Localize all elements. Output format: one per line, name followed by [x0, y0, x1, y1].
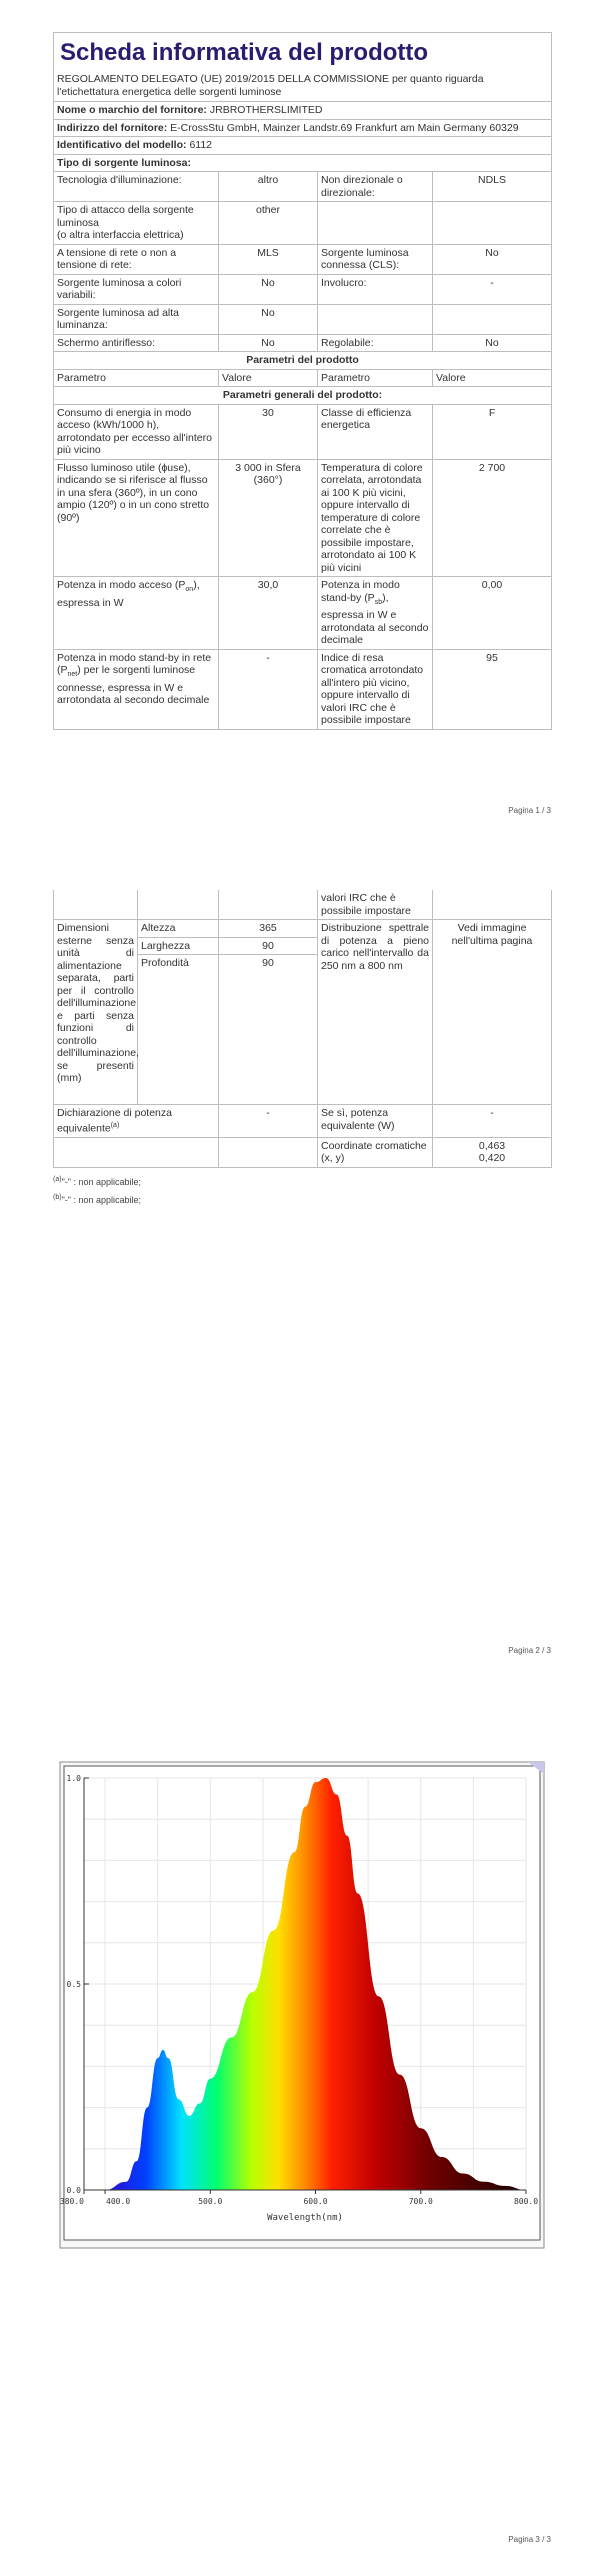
- page-title: Scheda informativa del prodotto: [60, 39, 429, 66]
- row-param-left-5: Schermo antiriflesso:: [54, 334, 219, 352]
- row-param-right-3: Involucro:: [318, 274, 433, 304]
- row-param-right-2: Sorgente luminosa connessa (CLS):: [318, 244, 433, 274]
- page-footer: Pagina 1 / 3: [508, 806, 551, 815]
- spectral-chart-svg: [58, 1760, 546, 2250]
- chromaticity-x: 0,463: [478, 1139, 506, 1152]
- col-header-param: Parametro: [318, 369, 433, 387]
- page-footer: Pagina 3 / 3: [508, 2535, 551, 2544]
- row-value-left-4: No: [219, 304, 318, 334]
- general-param-left-2: Potenza in modo acceso $(P_{on})$, espressa in W: [54, 577, 219, 650]
- row-param-left-4: Sorgente luminosa ad alta luminanza:: [54, 304, 219, 334]
- x-axis-label: Wavelength(nm): [267, 2213, 343, 2223]
- page-1: [0, 0, 604, 820]
- x-tick-label: 380.0: [59, 2197, 84, 2206]
- row-value-right-0: NDLS: [433, 172, 552, 202]
- y-tick-label: 1.0: [66, 1774, 81, 1783]
- general-value-right-3: 95: [433, 649, 552, 729]
- dim-height-value: 365: [219, 920, 318, 938]
- equivalent-power-value: -: [433, 1105, 552, 1138]
- model-value: 6112: [189, 139, 213, 151]
- row-value-right-1: [433, 202, 552, 245]
- page-footer: Pagina 2 / 3: [508, 1646, 551, 1655]
- x-tick-label: 600.0: [303, 2197, 328, 2206]
- row-value-left-1: other: [219, 202, 318, 245]
- row-param-right-5: Regolabile:: [318, 334, 433, 352]
- spd-value: Vedi immagine nell'ultima pagina: [433, 920, 552, 1105]
- general-param-right-2: Potenza in modo stand-by $(P_{sb})$, espressa in W e arrotondata al secondo decimale: [318, 577, 433, 650]
- irc-label-tail: valori IRC che è possibile impostare: [318, 890, 433, 920]
- supplier-label: Nome o marchio del fornitore:: [57, 104, 207, 116]
- x-tick-label: 700.0: [408, 2197, 433, 2206]
- equivalent-power-label: Se sì, potenza equivalente (W): [318, 1105, 433, 1138]
- y-tick-label: 0.0: [66, 2186, 81, 2195]
- address-label: Indirizzo del fornitore:: [57, 121, 168, 134]
- x-tick-label: 800.0: [513, 2197, 539, 2206]
- general-param-right-0: Classe di efficienza energetica: [318, 404, 433, 459]
- y-tick-label: 0.5: [66, 1980, 81, 1989]
- chromaticity-label: Coordinate cromatiche (x, y): [318, 1137, 433, 1167]
- x-tick-label: 400.0: [106, 2197, 131, 2206]
- general-param-right-1: Temperatura di colore correlata, arrotondata ai 100 K più vicini, oppure intervallo di temperature di colore correlate che è possibile impostare, arrotondato ai 100 K più vicini: [318, 459, 433, 577]
- model-label: Identificativo del modello:: [57, 139, 187, 151]
- row-value-left-0: altro: [219, 172, 318, 202]
- dim-depth-label: Profondità: [138, 955, 219, 1105]
- general-value-left-3: -: [219, 649, 318, 729]
- general-header: Parametri generali del prodotto:: [54, 387, 552, 405]
- x-tick-label: 500.0: [198, 2197, 223, 2206]
- row-param-left-1: Tipo di attacco della sorgente luminosa (o altra interfaccia elettrica): [54, 202, 219, 245]
- general-value-right-1: 2 700: [433, 459, 552, 577]
- general-value-right-0: F: [433, 404, 552, 459]
- supplier-value: JRBROTHERSLIMITED: [209, 104, 323, 116]
- row-value-left-5: No: [219, 334, 318, 352]
- dim-height-label: Altezza: [138, 920, 219, 938]
- general-value-left-2: 30,0: [219, 577, 318, 650]
- general-value-left-0: 30: [219, 404, 318, 459]
- dim-depth-value: 90: [219, 955, 318, 1105]
- regulation-text: REGOLAMENTO DELEGATO (UE) 2019/2015 DELLA COMMISSIONE per quanto riguarda l'etichettatura energetica delle sorgenti luminose: [57, 73, 484, 98]
- general-param-left-0: Consumo di energia in modo acceso (kWh/1000 h), arrotondato per eccesso all'intero più vicino: [54, 404, 219, 459]
- row-value-left-2: MLS: [219, 244, 318, 274]
- col-header-param: Parametro: [54, 369, 219, 387]
- params-header: Parametri del prodotto: [54, 352, 552, 370]
- row-value-right-4: [433, 304, 552, 334]
- spd-label: Distribuzione spettrale di potenza a pieno carico nell'intervallo da 250 nm a 800 nm: [318, 920, 433, 1105]
- row-value-left-3: No: [219, 274, 318, 304]
- dim-width-label: Larghezza: [138, 937, 219, 955]
- footnote-ref: (a): [110, 1121, 120, 1129]
- footnote-a: $^{(a)}$"-" : non applicabile;: [53, 1175, 141, 1187]
- general-value-left-1: 3 000 in Sfera (360°): [219, 459, 318, 577]
- general-param-left-1: Flusso luminoso utile (ɸuse), indicando se si riferisce al flusso in una sfera (360º), in un cono ampio (120º) o in un cono stretto (90º): [54, 459, 219, 577]
- general-param-right-3: Indice di resa cromatica arrotondato all'intero più vicino, oppure intervallo di valori IRC che è possibile impostare: [318, 649, 433, 729]
- footnote-b: $^{(b)}$"-" : non applicabile;: [53, 1193, 141, 1205]
- row-param-left-0: Tecnologia d'illuminazione:: [54, 172, 219, 202]
- product-info-table: [53, 32, 552, 730]
- dimensions-label: Dimensioni esterne senza unità di alimentazione separata, parti per il controllo dell'illuminazione e parti senza funzioni di controllo dell'illuminazione, se presenti (mm): [54, 920, 138, 1105]
- product-info-table-continued: [53, 890, 552, 1168]
- col-header-value: Valore: [219, 369, 318, 387]
- row-param-right-0: Non direzionale o direzionale:: [318, 172, 433, 202]
- page-3: [0, 1730, 604, 2560]
- spectral-distribution-chart: [58, 1760, 546, 2250]
- footnotes: [53, 1172, 551, 1208]
- row-value-right-3: -: [433, 274, 552, 304]
- row-param-left-2: A tensione di rete o non a tensione di rete:: [54, 244, 219, 274]
- product-sheet-page-1: [53, 32, 551, 730]
- equivalent-power-declaration-value: -: [219, 1105, 318, 1138]
- product-sheet-page-2: [53, 890, 551, 1208]
- row-param-left-3: Sorgente luminosa a colori variabili:: [54, 274, 219, 304]
- address-value: E-CrossStu GmbH, Mainzer Landstr.69 Frankfurt am Main Germany 60329: [170, 121, 519, 134]
- general-value-right-2: 0,00: [433, 577, 552, 650]
- dim-width-value: 90: [219, 937, 318, 955]
- row-value-right-5: No: [433, 334, 552, 352]
- page-2: [0, 880, 604, 1670]
- source-type-label: Tipo di sorgente luminosa:: [54, 154, 552, 172]
- chromaticity-y: 0,420: [478, 1152, 506, 1164]
- equivalent-power-declaration-label: Dichiarazione di potenza equivalente: [57, 1107, 172, 1134]
- general-param-left-3: Potenza in modo stand-by in rete $(P_{net})$ per le sorgenti luminose connesse, espressa in W e arrotondata al secondo decimale: [54, 649, 219, 729]
- row-param-right-1: [318, 202, 433, 245]
- row-value-right-2: No: [433, 244, 552, 274]
- col-header-value: Valore: [433, 369, 552, 387]
- row-param-right-4: [318, 304, 433, 334]
